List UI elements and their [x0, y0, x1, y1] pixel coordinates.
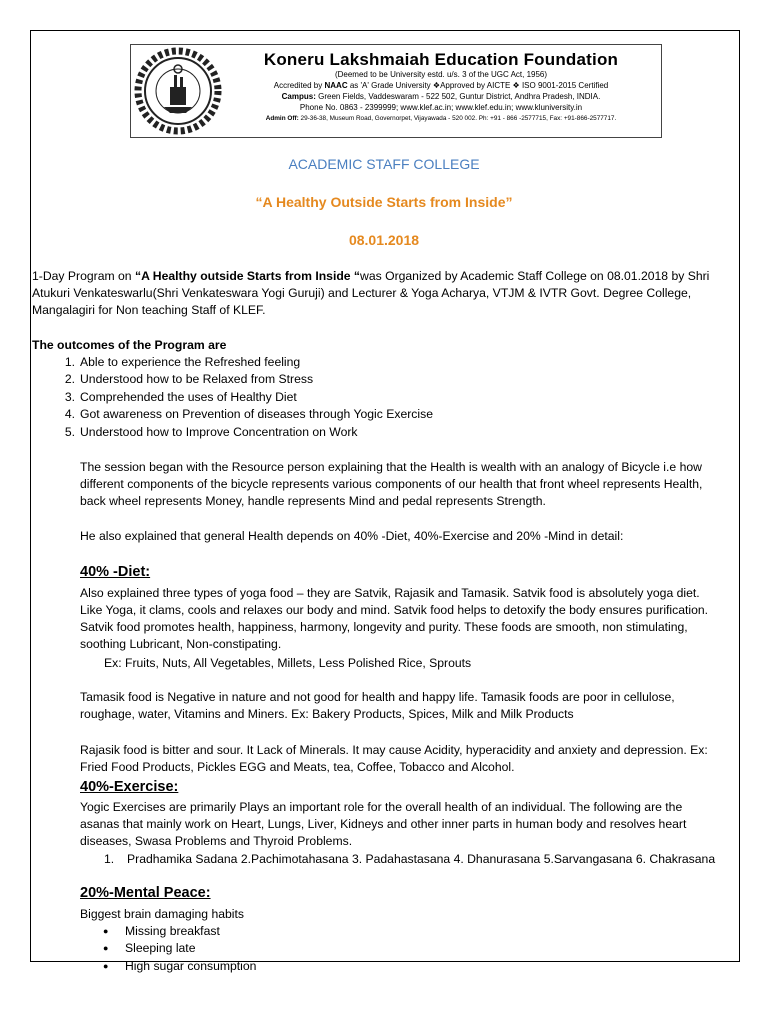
accreditation-line — [226, 80, 656, 91]
admin-address: 29-36-38, Museum Road, Governorpet, Vijayawada - 520 002. Ph: +91 - 866 -2577715, Fax: +91-866-2577717. — [298, 115, 617, 122]
phone-line: Phone No. 0863 - 2399999; www.klef.ac.in; www.klef.edu.in; www.kluniversity.in — [299, 103, 583, 112]
habits-list — [103, 923, 257, 975]
general-health-line: He also explained that general Health depends on 40% -Diet, 40%-Exercise and 20% -Mind in detail: — [80, 529, 624, 543]
diet-line-4: soothing Lubricant, Non-constipating. — [80, 637, 282, 651]
diet-line-2: Like Yoga, it clams, cools and relaxes our body and mind. Satvik food helps to detoxify the body ensures purification. — [80, 603, 709, 617]
rajasik-line-1: Rajasik food is bitter and sour. It Lack of Minerals. It may cause Acidity, hyperacidity and anxiety and depression. Ex: — [80, 743, 708, 757]
outcomes-list — [64, 354, 433, 441]
deemed-line: (Deemed to be University estd. u/s. 3 of the UGC Act, 1956) — [334, 70, 548, 79]
admin-label: Admin Off: — [265, 115, 299, 122]
list-item — [64, 371, 433, 388]
outcomes-heading: The outcomes of the Program are — [32, 338, 227, 352]
org-name: Koneru Lakshmaiah Education Foundation — [263, 50, 619, 69]
asana-list: Pradhamika Sadana 2.Pachimotahasana 3. Padahastasana 4. Dhanurasana 5.Sarvangasana 6. Chakrasana — [127, 852, 716, 866]
satvik-examples: Ex: Fruits, Nuts, All Vegetables, Millets, Less Polished Rice, Sprouts — [104, 656, 472, 670]
bullet-icon: ● — [103, 960, 109, 971]
intro-line-2: Atukuri Venkateswarlu(Shri Venkateswara Yogi Guruji) and Lecturer & Yoga Acharya, VTJM & IVTR Govt. Degree College, — [32, 286, 692, 300]
page-title: ACADEMIC STAFF COLLEGE — [288, 156, 480, 172]
list-item — [103, 940, 256, 957]
mental-peace-heading: 20%-Mental Peace: — [80, 885, 211, 901]
letterhead-text — [226, 50, 656, 124]
university-seal-icon — [134, 47, 222, 135]
accreditation-pre: Accredited by — [273, 81, 325, 90]
exercise-line-1: Yogic Exercises are primarily Plays an important role for the overall health of an individual. The following are the — [80, 800, 683, 814]
intro-post: was Organized by Academic Staff College on 08.01.2018 by Shri — [360, 269, 710, 283]
accreditation-naac: NAAC — [324, 81, 348, 90]
rajasik-line-2: Fried Food Products, Pickles EGG and Meats, tea, Coffee, Tobacco and Alcohol. — [80, 760, 515, 774]
list-number: 4. — [64, 407, 75, 422]
tamasik-line-2: roughage, water, Vitamins and Miners. Ex: Bakery Products, Spices, Milk and Milk Products — [80, 707, 574, 721]
intro-pre: 1-Day Program on — [32, 269, 135, 283]
accreditation-post: as 'A' Grade University ❖Approved by AICTE ❖ ISO 9001-2015 Certified — [347, 81, 609, 90]
session-line-2: different components of the bicycle represents various components of our health that front wheel represents Health, — [80, 477, 703, 491]
tamasik-line-1: Tamasik food is Negative in nature and not good for health and happy life. Tamasik foods are poor in cellulose, — [80, 690, 675, 704]
session-line-1: The session began with the Resource person explaining that the Health is wealth with an analogy of Bicycle i.e how — [80, 460, 702, 474]
list-text: Understood how to Improve Concentration on Work — [80, 424, 358, 439]
list-number: 5. — [64, 424, 75, 439]
campus-line — [226, 91, 656, 102]
list-text: High sugar consumption — [125, 958, 257, 973]
list-text: Understood how to be Relaxed from Stress — [80, 372, 314, 387]
asana-list-number: 1. — [104, 852, 115, 866]
diet-heading: 40% -Diet: — [80, 564, 151, 580]
list-number: 3. — [64, 389, 75, 404]
list-text: Able to experience the Refreshed feeling — [80, 355, 301, 369]
admin-line — [226, 113, 656, 124]
list-text: Got awareness on Prevention of diseases through Yogic Exercise — [80, 407, 433, 422]
bullet-icon: ● — [103, 926, 109, 936]
program-subtitle: “A Healthy Outside Starts from Inside” — [255, 194, 513, 210]
list-text: Comprehended the uses of Healthy Diet — [80, 389, 297, 404]
list-number: 1. — [64, 355, 75, 369]
exercise-line-3: diseases, Swasa Problems and Thyroid Problems. — [80, 834, 353, 848]
bullet-icon: ● — [103, 943, 109, 954]
program-date: 08.01.2018 — [348, 232, 420, 248]
list-number: 2. — [64, 372, 75, 387]
list-item — [103, 923, 256, 940]
exercise-heading: 40%-Exercise: — [80, 779, 179, 795]
list-item — [64, 406, 433, 423]
intro-program-name: “A Healthy outside Starts from Inside “ — [134, 269, 361, 283]
exercise-line-2: asanas that mainly work on Heart, Lungs, Liver, Kidneys and other inner parts in human body and resolves heart — [80, 817, 687, 831]
list-item — [64, 389, 433, 406]
list-item — [103, 958, 257, 975]
list-text: Missing breakfast — [125, 924, 220, 938]
diet-line-1: Also explained three types of yoga food – they are Satvik, Rajasik and Tamasik. Satvik food is absolutely yoga diet. — [80, 586, 700, 600]
diet-line-3: Satvik food promotes health, happiness, harmony, longevity and purity. These foods are smooth, non stimulating, — [80, 620, 688, 634]
list-text: Sleeping late — [125, 941, 196, 956]
campus-label: Campus: — [281, 92, 316, 101]
mental-peace-intro: Biggest brain damaging habits — [80, 907, 244, 921]
intro-line-1 — [32, 268, 709, 285]
list-item — [64, 354, 433, 371]
intro-line-3: Mangalagiri for Non teaching Staff of KLEF. — [32, 303, 266, 317]
list-item — [64, 424, 433, 441]
session-line-3: back wheel represents Money, handle represents Mind and pedal represents Strength. — [80, 494, 546, 508]
campus-address: Green Fields, Vaddeswaram - 522 502, Guntur District, Andhra Pradesh, INDIA. — [315, 92, 601, 101]
